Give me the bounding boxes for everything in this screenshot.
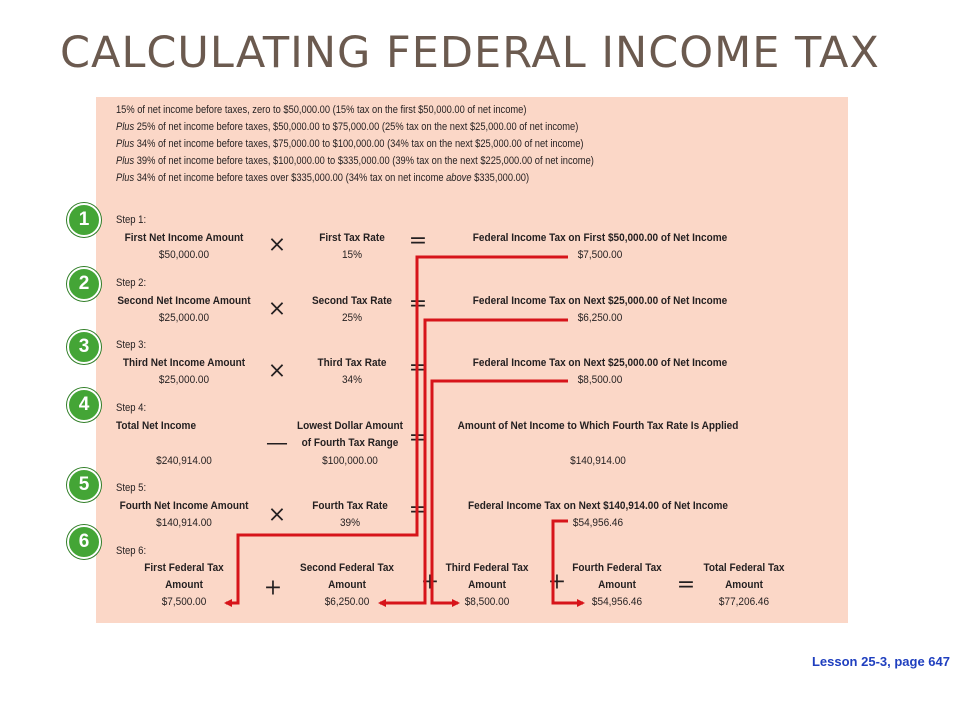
step6-second-tax-value: $6,250.00	[324, 596, 370, 608]
step2-col1-label: Second Net Income Amount	[117, 295, 251, 307]
step3-col2-label: Third Tax Rate	[317, 357, 387, 369]
step1-col1-label: First Net Income Amount	[124, 232, 244, 244]
step1-col2-label: First Tax Rate	[319, 232, 385, 244]
plus-operator: +	[420, 569, 440, 595]
step-label: Step 1:	[116, 214, 147, 226]
step-3-badge: 3	[67, 330, 101, 364]
rate-rule: Plus 39% of net income before taxes, $100,000.00 to $335,000.00 (39% tax on the next $225,000.00 of net income)	[116, 155, 594, 167]
step6-third-tax-value: $8,500.00	[464, 596, 510, 608]
rate-rule: Plus 25% of net income before taxes, $50,000.00 to $75,000.00 (25% tax on the next $25,000.00 of net income)	[116, 121, 579, 133]
times-operator: ×	[267, 502, 287, 528]
step6-second-tax-label: Amount	[328, 579, 366, 591]
step-5-badge: 5	[67, 468, 101, 502]
step4-col2-value: $100,000.00	[322, 455, 378, 467]
step2-col2-label: Second Tax Rate	[311, 295, 393, 307]
rate-rule: Plus 34% of net income before taxes over $335,000.00 (34% tax on net income above $335,000.00)	[116, 172, 530, 184]
step3-col3-label: Federal Income Tax on Next $25,000.00 of Net Income	[472, 357, 728, 369]
step4-col3-label: Amount of Net Income to Which Fourth Tax Rate Is Applied	[457, 420, 739, 432]
equals-operator: =	[408, 228, 428, 254]
step3-col2-value: 34%	[341, 374, 363, 386]
minus-operator: —	[266, 430, 288, 456]
step-4-badge: 4	[67, 388, 101, 422]
step6-first-tax-value: $7,500.00	[161, 596, 207, 608]
step6-third-tax-label: Third Federal Tax	[445, 562, 529, 574]
rate-rule: Plus 34% of net income before taxes, $75,000.00 to $100,000.00 (34% tax on the next $25,000.00 of net income)	[116, 138, 584, 150]
step6-total-tax-value: $77,206.46	[718, 596, 770, 608]
step6-fourth-tax-value: $54,956.46	[591, 596, 643, 608]
step1-col3-label: Federal Income Tax on First $50,000.00 of Net Income	[472, 232, 728, 244]
step3-col1-label: Third Net Income Amount	[122, 357, 246, 369]
step6-first-tax-label: First Federal Tax	[144, 562, 224, 574]
step2-col1-value: $25,000.00	[158, 312, 210, 324]
step6-fourth-tax-label: Fourth Federal Tax	[572, 562, 662, 574]
step2-col3-value: $6,250.00	[577, 312, 623, 324]
plus-operator: +	[263, 575, 283, 601]
lesson-reference: Lesson 25-3, page 647	[811, 654, 950, 669]
step3-col3-value: $8,500.00	[577, 374, 623, 386]
step5-col2-label: Fourth Tax Rate	[312, 500, 388, 512]
step4-col1-value: $240,914.00	[156, 455, 212, 467]
step-1-badge: 1	[67, 203, 101, 237]
step-label: Step 4:	[116, 402, 147, 414]
times-operator: ×	[267, 358, 287, 384]
step4-col1-label: Total Net Income	[116, 420, 197, 432]
times-operator: ×	[267, 232, 287, 258]
equals-operator: =	[408, 355, 428, 381]
page-title: CALCULATING FEDERAL INCOME TAX	[60, 28, 880, 78]
step6-third-tax-label: Amount	[468, 579, 506, 591]
step-label: Step 2:	[116, 277, 147, 289]
step6-first-tax-label: Amount	[165, 579, 203, 591]
step4-col3-value: $140,914.00	[570, 455, 626, 467]
step5-col3-value: $54,956.46	[572, 517, 624, 529]
step-label: Step 3:	[116, 339, 147, 351]
step5-col2-value: 39%	[339, 517, 361, 529]
step3-col1-value: $25,000.00	[158, 374, 210, 386]
step5-col3-label: Federal Income Tax on Next $140,914.00 of Net Income	[468, 500, 728, 512]
step6-second-tax-label: Second Federal Tax	[300, 562, 394, 574]
step-label: Step 6:	[116, 545, 147, 557]
step1-col3-value: $7,500.00	[577, 249, 623, 261]
step-2-badge: 2	[67, 267, 101, 301]
plus-operator: +	[547, 569, 567, 595]
step-label: Step 5:	[116, 482, 147, 494]
step4-col2-label: Lowest Dollar Amount	[297, 420, 403, 432]
step-6-badge: 6	[67, 525, 101, 559]
equals-operator: =	[676, 572, 696, 598]
step5-col1-label: Fourth Net Income Amount	[119, 500, 249, 512]
step4-col2-label: of Fourth Tax Range	[301, 437, 399, 449]
equals-operator: =	[408, 291, 428, 317]
step5-col1-value: $140,914.00	[156, 517, 212, 529]
step1-col2-value: 15%	[341, 249, 363, 261]
step2-col3-label: Federal Income Tax on Next $25,000.00 of Net Income	[472, 295, 728, 307]
step6-total-tax-label: Total Federal Tax	[703, 562, 785, 574]
equals-operator: =	[408, 497, 428, 523]
equals-operator: =	[408, 425, 428, 451]
rate-rule: 15% of net income before taxes, zero to $50,000.00 (15% tax on the first $50,000.00 of net income)	[116, 104, 527, 116]
step2-col2-value: 25%	[341, 312, 363, 324]
times-operator: ×	[267, 296, 287, 322]
step6-fourth-tax-label: Amount	[598, 579, 636, 591]
step6-total-tax-label: Amount	[725, 579, 763, 591]
step1-col1-value: $50,000.00	[158, 249, 210, 261]
